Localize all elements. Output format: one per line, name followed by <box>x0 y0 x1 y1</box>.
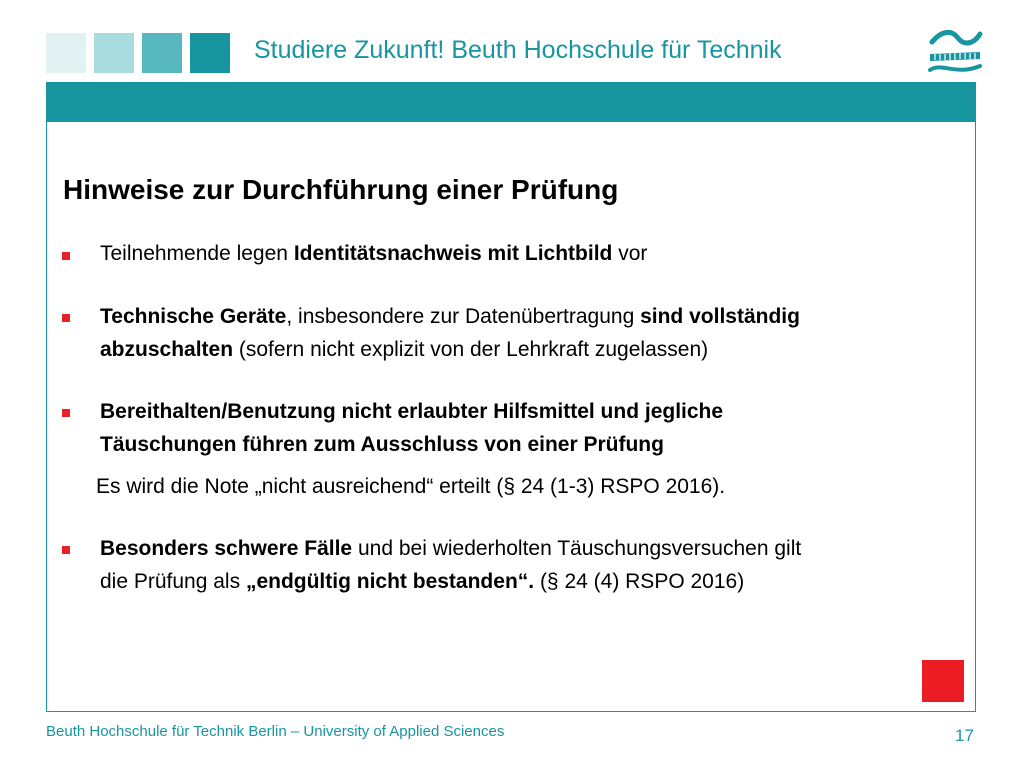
header-square-4 <box>190 33 230 73</box>
bullet-marker-1 <box>62 252 70 260</box>
text-run: abzuschalten <box>100 338 234 361</box>
header-square-1 <box>46 33 86 73</box>
bullet-2-line-2 <box>100 338 708 362</box>
text-run: Täuschungen führen zum Ausschluss von einer Prüfung <box>100 433 664 456</box>
slide-title: Hinweise zur Durchführung einer Prüfung <box>63 174 619 205</box>
red-square-decoration <box>922 660 964 702</box>
text-run: sind vollständig <box>640 305 800 328</box>
bullet-3-line-1 <box>100 400 723 424</box>
text-run: Bereithalten/Benutzung nicht erlaubter Hilfsmittel und jegliche <box>100 400 724 423</box>
text-run: Besonders schwere Fälle <box>100 537 353 560</box>
header-square-3 <box>142 33 182 73</box>
footer-subtitle: University of Applied Sciences <box>303 723 505 740</box>
footer-separator: – <box>286 723 304 740</box>
text-run: „endgültig nicht bestanden“. <box>245 570 535 593</box>
text-run: die Prüfung als <box>100 570 246 593</box>
bullet-1-line-1 <box>100 242 647 266</box>
page-number: 17 <box>955 726 974 745</box>
text-run: vor <box>612 242 648 265</box>
bullet-marker-4 <box>62 546 70 554</box>
bullet-marker-3 <box>62 409 70 417</box>
text-run: und bei wiederholten Täuschungsversuchen gilt <box>352 537 802 560</box>
text-run: Identitätsnachweis mit Lichtbild <box>293 242 613 265</box>
header-title: Studiere Zukunft! Beuth Hochschule für Technik <box>254 36 782 64</box>
text-run: (sofern nicht explizit von der Lehrkraft zugelassen) <box>233 338 709 361</box>
text-run: Teilnehmende legen <box>100 242 294 265</box>
text-run: (§ 24 (4) RSPO 2016) <box>534 570 745 593</box>
footer-text <box>46 723 504 740</box>
penalty-note: Es wird die Note „nicht ausreichend“ erteilt (§ 24 (1-3) RSPO 2016). <box>96 475 726 498</box>
text-run: Technische Geräte <box>100 305 287 328</box>
bullet-2-line-1 <box>100 305 800 329</box>
bullet-4-line-1 <box>100 537 801 561</box>
footer-institution: Beuth Hochschule für Technik Berlin <box>46 723 287 740</box>
beuth-logo-icon <box>926 26 984 78</box>
bullet-marker-2 <box>62 314 70 322</box>
text-run: , insbesondere zur Datenübertragung <box>286 305 641 328</box>
bullet-4-line-2 <box>100 570 744 594</box>
header-square-2 <box>94 33 134 73</box>
header-band <box>46 82 976 122</box>
bullet-3-line-2 <box>100 433 664 457</box>
